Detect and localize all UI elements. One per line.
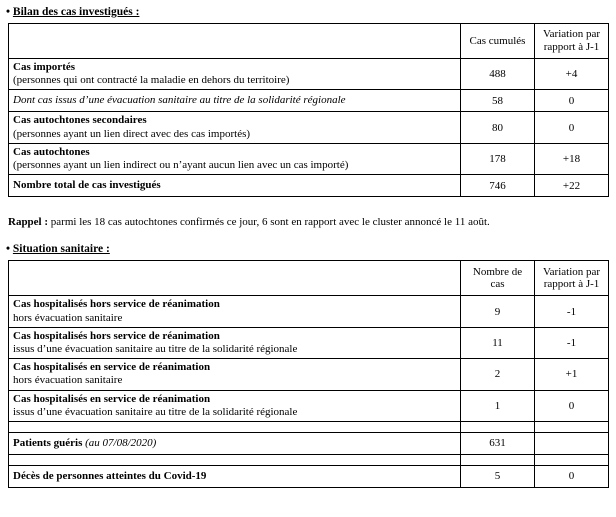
row-value-variation: +1 <box>535 359 609 390</box>
row-label-autochthonous <box>9 143 461 174</box>
row-value-number: 631 <box>461 432 535 454</box>
row-label-bold: Cas hospitalisés en service de réanimation <box>13 392 211 405</box>
spacer-cell <box>461 421 535 432</box>
table-row <box>9 390 609 421</box>
row-value-variation: 0 <box>535 112 609 143</box>
row-value-number: 1 <box>461 390 535 421</box>
row-label-sub: issus d’une évacuation sanitaire au titre de la solidarité régionale <box>13 342 298 355</box>
row-label-recovered <box>9 432 461 454</box>
row-value-number: 5 <box>461 465 535 487</box>
row-value-cumulative: 80 <box>461 112 535 143</box>
row-label-bold: Patients guéris <box>13 436 86 449</box>
table-row <box>9 359 609 390</box>
header-blank <box>9 24 461 59</box>
rappel-note <box>8 215 616 229</box>
row-label-hospitalised-non-icu-medevac <box>9 327 461 358</box>
spacer-cell <box>535 421 609 432</box>
table-row-recovered <box>9 432 609 454</box>
row-value-variation: 0 <box>535 90 609 112</box>
row-label-sub: hors évacuation sanitaire <box>13 374 123 387</box>
row-value-variation <box>535 432 609 454</box>
row-value-variation: +18 <box>535 143 609 174</box>
row-value-number: 2 <box>461 359 535 390</box>
row-label-bold: Cas hospitalisés en service de réanimation <box>13 361 211 374</box>
row-label-bold: Cas importés <box>13 61 76 73</box>
row-label-bold: Nombre total de cas investigués <box>13 179 161 192</box>
row-label-bold: Cas autochtones secondaires <box>13 114 147 127</box>
table-spacer-row <box>9 421 609 432</box>
table-row <box>9 112 609 143</box>
row-label-deaths <box>9 465 461 487</box>
row-value-number: 9 <box>461 296 535 327</box>
document-page <box>0 6 616 517</box>
row-label-icu-medevac <box>9 390 461 421</box>
row-label-total <box>9 175 461 197</box>
spacer-cell <box>9 454 461 465</box>
row-label-bold: Décès de personnes atteintes du Covid-19 <box>13 469 207 482</box>
table-row-total <box>9 175 609 197</box>
health-situation-table <box>8 260 609 488</box>
table-row <box>9 143 609 174</box>
section-1-heading <box>6 6 616 18</box>
row-value-variation: 0 <box>535 465 609 487</box>
section-2-title: Situation sanitaire : <box>12 243 110 256</box>
spacer-cell <box>535 454 609 465</box>
row-label-italic: Dont cas issus d’une évacuation sanitaire au titre de la solidarité régionale <box>13 94 346 107</box>
header-variation: Variation par rapport à J-1 <box>535 261 609 296</box>
row-label-sub: hors évacuation sanitaire <box>13 311 123 324</box>
row-value-cumulative: 178 <box>461 143 535 174</box>
row-value-variation: 0 <box>535 390 609 421</box>
row-value-cumulative: 58 <box>461 90 535 112</box>
table-header-row <box>9 24 609 59</box>
row-value-variation: -1 <box>535 327 609 358</box>
bullet-icon: • <box>6 243 11 256</box>
row-label-sub: (personnes qui ont contracté la maladie en dehors du territoire) <box>13 74 290 87</box>
header-number-of-cases: Nombre de cas <box>461 261 535 296</box>
rappel-text: parmi les 18 cas autochtones confirmés ce jour, 6 sont en rapport avec le cluster annoncé le 11 août. <box>48 216 490 229</box>
row-label-bold: Cas hospitalisés hors service de réanimation <box>13 298 220 311</box>
row-label-icu <box>9 359 461 390</box>
row-label-medevac <box>9 90 461 112</box>
row-label-secondary-autochthonous <box>9 112 461 143</box>
row-label-sub: (personnes ayant un lien direct avec des cas importés) <box>13 127 251 140</box>
row-value-cumulative: 488 <box>461 59 535 90</box>
row-value-variation: +4 <box>535 59 609 90</box>
header-cumulative-cases: Cas cumulés <box>461 24 535 59</box>
table-row <box>9 296 609 327</box>
table-row <box>9 90 609 112</box>
section-1-title: Bilan des cas investigués : <box>12 6 140 18</box>
section-2-heading <box>6 243 616 255</box>
table-spacer-row <box>9 454 609 465</box>
row-label-imported-cases <box>9 59 461 90</box>
row-label-italic: (au 07/08/2020) <box>85 436 157 449</box>
header-blank <box>9 261 461 296</box>
spacer-cell <box>9 421 461 432</box>
investigated-cases-table <box>8 23 609 197</box>
row-label-sub: issus d’une évacuation sanitaire au titre de la solidarité régionale <box>13 405 298 418</box>
spacer-cell <box>461 454 535 465</box>
table-row <box>9 327 609 358</box>
header-variation: Variation par rapport à J-1 <box>535 24 609 59</box>
row-label-hospitalised-non-icu <box>9 296 461 327</box>
row-value-variation: +22 <box>535 175 609 197</box>
row-label-bold: Cas hospitalisés hors service de réanimation <box>13 329 220 342</box>
table-header-row <box>9 261 609 296</box>
bullet-icon: • <box>6 6 11 18</box>
table-row <box>9 59 609 90</box>
row-value-variation: -1 <box>535 296 609 327</box>
row-value-number: 11 <box>461 327 535 358</box>
rappel-prefix: Rappel : <box>8 216 49 229</box>
table-row-deaths <box>9 465 609 487</box>
row-value-cumulative: 746 <box>461 175 535 197</box>
row-label-bold: Cas autochtones <box>13 145 90 158</box>
row-label-sub: (personnes ayant un lien indirect ou n’ayant aucun lien avec un cas importé) <box>13 158 349 171</box>
